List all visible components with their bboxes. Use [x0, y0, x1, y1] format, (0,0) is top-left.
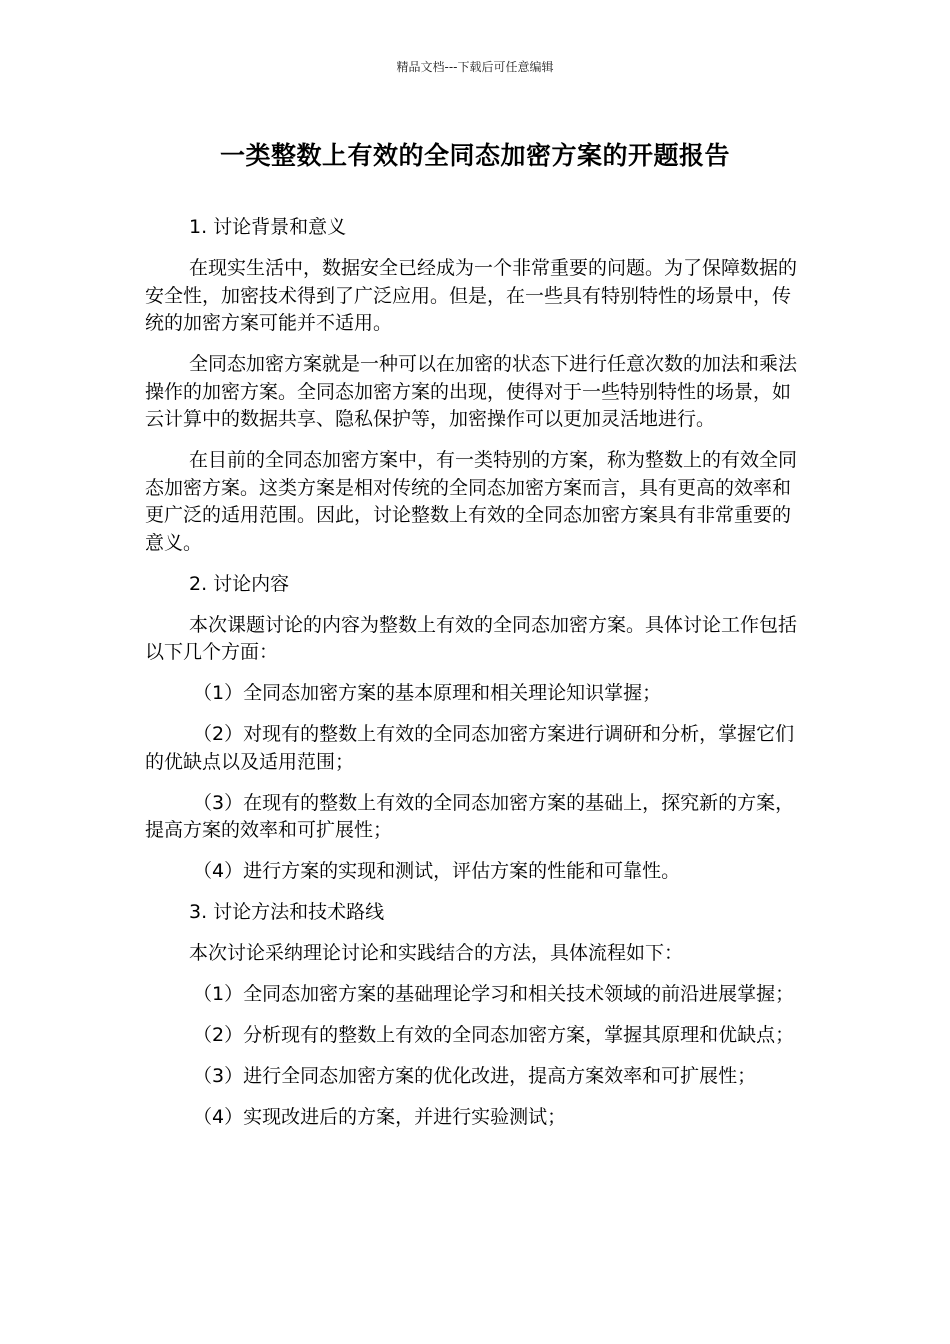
page-header-note: 精品文档---下载后可任意编辑 — [396, 60, 554, 74]
paragraph-background-2: 全同态加密方案就是一种可以在加密的状态下进行任意次数的加法和乘法操作的加密方案。全同态加密方案的出现，使得对于一些特别特性的场景，如云计算中的数据共享、隐私保护等，加密操作可以更加灵活地进行。 — [145, 353, 798, 430]
document-body — [145, 214, 807, 1145]
list-item-methods-1: （1）全同态加密方案的基础理论学习和相关技术领域的前沿进展掌握； — [193, 983, 795, 1005]
list-item-methods-2: （2）分析现有的整数上有效的全同态加密方案，掌握其原理和优缺点； — [193, 1024, 795, 1046]
list-item-content-4: （4）进行方案的实现和测试，评估方案的性能和可靠性。 — [193, 860, 681, 882]
paragraph-background-3: 在目前的全同态加密方案中，有一类特别的方案，称为整数上的有效全同态加密方案。这类方案是相对传统的全同态加密方案而言，具有更高的效率和更广泛的适用范围。因此，讨论整数上有效的全同态加密方案具有非常重要的意义。 — [145, 449, 798, 554]
section-heading-content: 2. 讨论内容 — [189, 572, 290, 595]
paragraph-background-1: 在现实生活中，数据安全已经成为一个非常重要的问题。为了保障数据的安全性，加密技术得到了广泛应用。但是，在一些具有特别特性的场景中，传统的加密方案可能并不适用。 — [145, 257, 798, 334]
section-heading-background: 1. 讨论背景和意义 — [189, 216, 347, 238]
paragraph-methods-intro: 本次讨论采纳理论讨论和实践结合的方法，具体流程如下： — [189, 942, 684, 964]
paragraph-content-intro: 本次课题讨论的内容为整数上有效的全同态加密方案。具体讨论工作包括以下几个方面： — [145, 613, 798, 663]
list-item-methods-4: （4）实现改进后的方案，并进行实验测试； — [193, 1106, 567, 1128]
section-heading-methods: 3. 讨论方法和技术路线 — [189, 901, 385, 923]
list-item-content-1: （1）全同态加密方案的基本原理和相关理论知识掌握； — [193, 682, 662, 704]
document-title: 一类整数上有效的全同态加密方案的开题报告 — [219, 141, 730, 170]
list-item-methods-3: （3）进行全同态加密方案的优化改进，提高方案效率和可扩展性； — [193, 1065, 757, 1087]
list-item-content-2: （2）对现有的整数上有效的全同态加密方案进行调研和分析，掌握它们的优缺点以及适用范围； — [145, 723, 795, 773]
list-item-content-3: （3）在现有的整数上有效的全同态加密方案的基础上，探究新的方案，提高方案的效率和可扩展性； — [145, 791, 795, 841]
